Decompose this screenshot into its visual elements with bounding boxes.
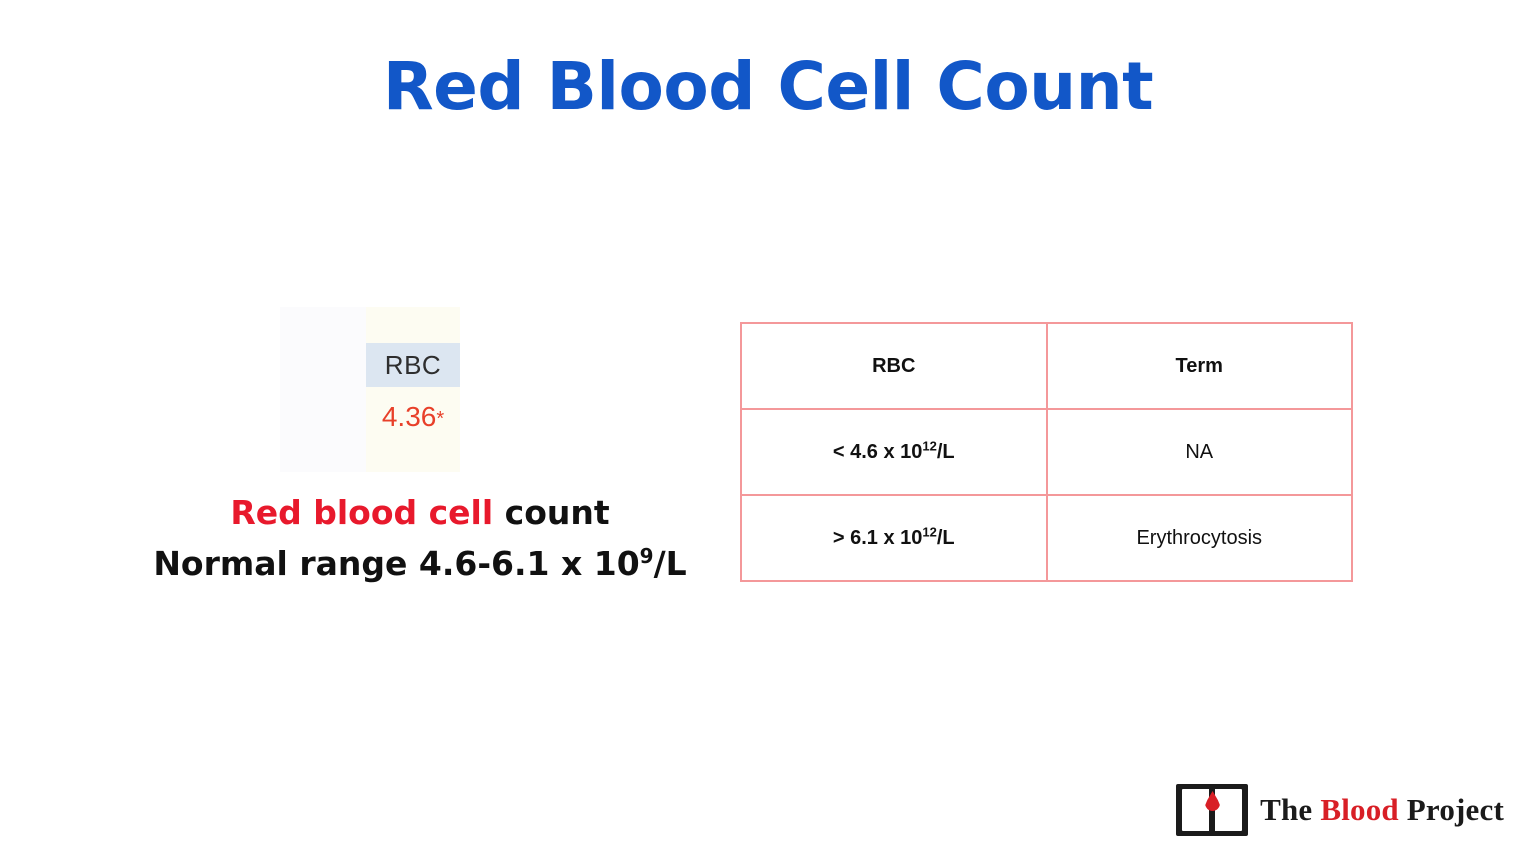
caption-range-text: Normal range 4.6-6.1 x 10 bbox=[153, 544, 640, 584]
table-row bbox=[741, 495, 1352, 581]
snippet-column-background bbox=[366, 307, 460, 472]
brand-text-blood: Blood bbox=[1320, 792, 1399, 827]
rbc-low-exponent: 12 bbox=[922, 437, 937, 453]
caption-highlight-text: Red blood cell bbox=[230, 493, 494, 532]
lab-report-snippet bbox=[280, 307, 460, 472]
rbc-reference-table bbox=[740, 322, 1353, 582]
caption-line-1 bbox=[120, 487, 720, 538]
table-cell-term-high: Erythrocytosis bbox=[1047, 495, 1353, 581]
table-header-rbc: RBC bbox=[741, 323, 1047, 409]
table-cell-rbc-low bbox=[741, 409, 1047, 495]
brand-text-project: Project bbox=[1398, 792, 1504, 827]
blood-drop-icon bbox=[1205, 791, 1220, 811]
brand-text-the: The bbox=[1260, 792, 1321, 827]
caption-line-2 bbox=[120, 538, 720, 589]
caption-line-1-rest: count bbox=[493, 493, 610, 532]
table-row bbox=[741, 409, 1352, 495]
open-book-icon bbox=[1176, 784, 1248, 836]
snippet-rbc-value: 4.36 * bbox=[381, 401, 445, 432]
snippet-rbc-number: 4.36 bbox=[381, 401, 437, 432]
snippet-rbc-label: RBC bbox=[366, 343, 460, 387]
caption-block bbox=[120, 487, 720, 589]
table-header-row bbox=[741, 323, 1352, 409]
brand-logo bbox=[1176, 784, 1504, 836]
caption-range-units: /L bbox=[653, 544, 687, 584]
rbc-low-prefix: < 4.6 x 10 bbox=[832, 440, 923, 463]
table-cell-term-low: NA bbox=[1047, 409, 1353, 495]
rbc-high-exponent: 12 bbox=[922, 523, 937, 539]
rbc-high-suffix: /L bbox=[936, 526, 955, 549]
rbc-low-suffix: /L bbox=[936, 440, 955, 463]
table-cell-rbc-high bbox=[741, 495, 1047, 581]
page-title: Red Blood Cell Count bbox=[382, 48, 1154, 125]
rbc-high-prefix: > 6.1 x 10 bbox=[832, 526, 923, 549]
brand-logo-text bbox=[1260, 792, 1504, 828]
caption-range-exponent: 9 bbox=[639, 544, 654, 569]
table-header-term: Term bbox=[1047, 323, 1353, 409]
